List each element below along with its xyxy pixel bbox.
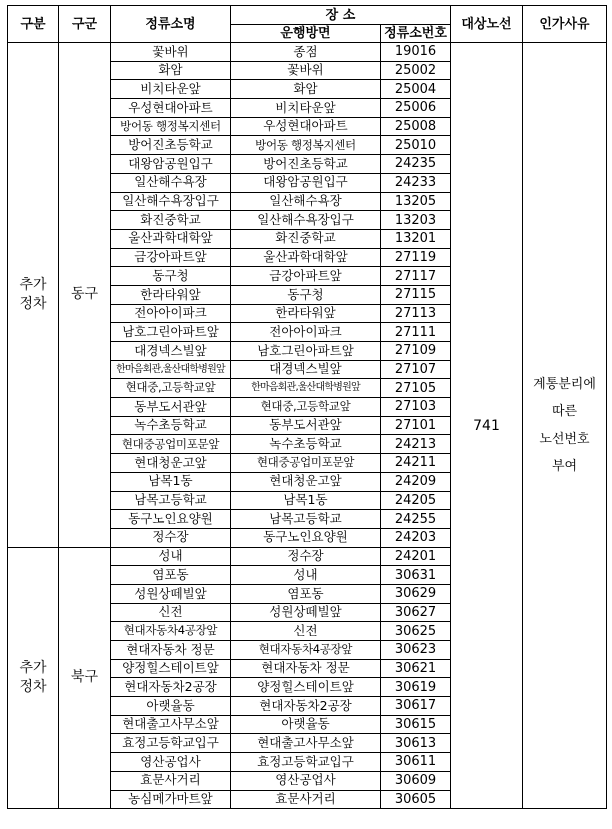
cell-direction: 전아아이파크 bbox=[231, 323, 381, 342]
cell-direction: 일산해수욕장 bbox=[231, 192, 381, 211]
cell-stop-no: 27111 bbox=[381, 323, 451, 342]
cell-direction: 방어동 행정복지센터 bbox=[231, 136, 381, 155]
cell-direction: 방어진초등학교 bbox=[231, 155, 381, 174]
table-header bbox=[8, 6, 607, 43]
cell-stop-name: 꽃바위 bbox=[111, 43, 231, 62]
cell-stop-no: 13205 bbox=[381, 192, 451, 211]
cell-direction: 한마음회관,울산대학병원앞 bbox=[231, 379, 381, 398]
route-approval-table-container bbox=[7, 5, 607, 809]
cell-stop-name: 현대청운고앞 bbox=[111, 454, 231, 473]
cell-stop-no: 25004 bbox=[381, 80, 451, 99]
cell-stop-no: 24211 bbox=[381, 454, 451, 473]
cell-stop-name: 남목1동 bbox=[111, 472, 231, 491]
cell-stop-no: 27117 bbox=[381, 267, 451, 286]
table-row bbox=[8, 43, 607, 62]
cell-stop-no: 27113 bbox=[381, 304, 451, 323]
cell-direction: 동구청 bbox=[231, 285, 381, 304]
cell-stop-name: 동부도서관앞 bbox=[111, 398, 231, 417]
header-stop-no: 정류소번호 bbox=[381, 25, 451, 43]
cell-stop-name: 동구노인요양원 bbox=[111, 510, 231, 529]
cell-direction: 동부도서관앞 bbox=[231, 416, 381, 435]
cell-gugun: 동구 bbox=[59, 43, 111, 548]
cell-stop-name: 화진중학교 bbox=[111, 211, 231, 230]
cell-stop-name: 대왕암공원입구 bbox=[111, 155, 231, 174]
cell-stop-name: 효문사거리 bbox=[111, 771, 231, 790]
cell-stop-name: 우성현대아파트 bbox=[111, 99, 231, 118]
cell-stop-name: 농심메가마트앞 bbox=[111, 790, 231, 809]
cell-stop-no: 30625 bbox=[381, 622, 451, 641]
cell-direction: 꽃바위 bbox=[231, 61, 381, 80]
cell-stop-no: 24209 bbox=[381, 472, 451, 491]
cell-stop-no: 30629 bbox=[381, 584, 451, 603]
cell-direction: 효문사거리 bbox=[231, 790, 381, 809]
cell-stop-name: 영산공업사 bbox=[111, 753, 231, 772]
cell-stop-no: 30623 bbox=[381, 641, 451, 660]
cell-direction: 현대자동차4공장앞 bbox=[231, 641, 381, 660]
cell-stop-name: 신전 bbox=[111, 603, 231, 622]
cell-stop-name: 동구청 bbox=[111, 267, 231, 286]
cell-stop-no: 24255 bbox=[381, 510, 451, 529]
header-direction: 운행방면 bbox=[231, 25, 381, 43]
cell-stop-no: 30619 bbox=[381, 678, 451, 697]
cell-stop-name: 현대자동차2공장 bbox=[111, 678, 231, 697]
cell-direction: 화진중학교 bbox=[231, 229, 381, 248]
cell-stop-name: 정수장 bbox=[111, 528, 231, 547]
cell-stop-name: 염포동 bbox=[111, 566, 231, 585]
cell-direction: 한라타워앞 bbox=[231, 304, 381, 323]
cell-stop-no: 30605 bbox=[381, 790, 451, 809]
cell-stop-no: 27103 bbox=[381, 398, 451, 417]
cell-stop-name: 금강아파트앞 bbox=[111, 248, 231, 267]
cell-stop-no: 30611 bbox=[381, 753, 451, 772]
cell-stop-no: 27107 bbox=[381, 360, 451, 379]
cell-stop-no: 24203 bbox=[381, 528, 451, 547]
cell-stop-no: 24201 bbox=[381, 547, 451, 566]
cell-direction: 우성현대아파트 bbox=[231, 117, 381, 136]
cell-stop-name: 아랫율동 bbox=[111, 697, 231, 716]
cell-stop-no: 24233 bbox=[381, 173, 451, 192]
cell-stop-name: 화암 bbox=[111, 61, 231, 80]
cell-stop-no: 27109 bbox=[381, 342, 451, 361]
cell-stop-name: 현대자동차4공장앞 bbox=[111, 622, 231, 641]
header-place: 장 소 bbox=[231, 6, 451, 25]
cell-direction: 녹수초등학교 bbox=[231, 435, 381, 454]
cell-stop-no: 19016 bbox=[381, 43, 451, 62]
cell-stop-no: 30627 bbox=[381, 603, 451, 622]
header-gugun: 구군 bbox=[59, 6, 111, 43]
cell-stop-no: 30631 bbox=[381, 566, 451, 585]
cell-direction: 현대출고사무소앞 bbox=[231, 734, 381, 753]
cell-stop-name: 남호그린아파트앞 bbox=[111, 323, 231, 342]
cell-stop-no: 30615 bbox=[381, 715, 451, 734]
cell-stop-name: 방어동 행정복지센터 bbox=[111, 117, 231, 136]
cell-stop-no: 13203 bbox=[381, 211, 451, 230]
cell-direction: 비치타운앞 bbox=[231, 99, 381, 118]
cell-stop-name: 현대중,고등학교앞 bbox=[111, 379, 231, 398]
cell-stop-no: 25006 bbox=[381, 99, 451, 118]
cell-direction: 화암 bbox=[231, 80, 381, 99]
cell-direction: 성내 bbox=[231, 566, 381, 585]
cell-direction: 성원상떼빌앞 bbox=[231, 603, 381, 622]
cell-direction: 남목1동 bbox=[231, 491, 381, 510]
cell-direction: 현대청운고앞 bbox=[231, 472, 381, 491]
cell-direction: 금강아파트앞 bbox=[231, 267, 381, 286]
cell-stop-name: 전아아이파크 bbox=[111, 304, 231, 323]
cell-direction: 현대자동차2공장 bbox=[231, 697, 381, 716]
cell-direction: 염포동 bbox=[231, 584, 381, 603]
cell-direction: 아랫율동 bbox=[231, 715, 381, 734]
cell-gubun: 추가 정차 bbox=[8, 547, 59, 809]
cell-stop-no: 25010 bbox=[381, 136, 451, 155]
cell-stop-no: 27101 bbox=[381, 416, 451, 435]
cell-direction: 현대중,고등학교앞 bbox=[231, 398, 381, 417]
cell-stop-name: 현대출고사무소앞 bbox=[111, 715, 231, 734]
table-body bbox=[8, 43, 607, 809]
cell-stop-name: 비치타운앞 bbox=[111, 80, 231, 99]
cell-stop-name: 한마음회관,울산대학병원앞 bbox=[111, 360, 231, 379]
cell-direction: 울산과학대학앞 bbox=[231, 248, 381, 267]
cell-direction: 정수장 bbox=[231, 547, 381, 566]
cell-direction: 종점 bbox=[231, 43, 381, 62]
cell-direction: 남호그린아파트앞 bbox=[231, 342, 381, 361]
cell-stop-name: 현대자동차 정문 bbox=[111, 641, 231, 660]
cell-stop-no: 24205 bbox=[381, 491, 451, 510]
cell-direction: 대경넥스빌앞 bbox=[231, 360, 381, 379]
cell-stop-no: 30621 bbox=[381, 659, 451, 678]
cell-stop-name: 양정힐스테이트앞 bbox=[111, 659, 231, 678]
cell-stop-name: 현대중공업미포문앞 bbox=[111, 435, 231, 454]
cell-direction: 일산해수욕장입구 bbox=[231, 211, 381, 230]
cell-target-route: 741 bbox=[451, 43, 523, 809]
cell-direction: 양정힐스테이트앞 bbox=[231, 678, 381, 697]
cell-stop-name: 성원상떼빌앞 bbox=[111, 584, 231, 603]
cell-direction: 대왕암공원입구 bbox=[231, 173, 381, 192]
cell-stop-no: 13201 bbox=[381, 229, 451, 248]
cell-stop-name: 한라타워앞 bbox=[111, 285, 231, 304]
cell-stop-name: 남목고등학교 bbox=[111, 491, 231, 510]
cell-stop-name: 일산해수욕장 bbox=[111, 173, 231, 192]
cell-stop-no: 30609 bbox=[381, 771, 451, 790]
cell-reason: 계통분리에 따른 노선번호 부여 bbox=[523, 43, 607, 809]
header-gubun: 구분 bbox=[8, 6, 59, 43]
route-approval-table bbox=[7, 5, 607, 809]
cell-direction: 남목고등학교 bbox=[231, 510, 381, 529]
cell-stop-name: 녹수초등학교 bbox=[111, 416, 231, 435]
header-target-route: 대상노선 bbox=[451, 6, 523, 43]
cell-direction: 동구노인요양원 bbox=[231, 528, 381, 547]
cell-stop-name: 방어진초등학교 bbox=[111, 136, 231, 155]
header-reason: 인가사유 bbox=[523, 6, 607, 43]
cell-stop-no: 24213 bbox=[381, 435, 451, 454]
cell-stop-no: 30617 bbox=[381, 697, 451, 716]
cell-stop-no: 25002 bbox=[381, 61, 451, 80]
cell-direction: 현대중공업미포문앞 bbox=[231, 454, 381, 473]
cell-stop-name: 효정고등학교입구 bbox=[111, 734, 231, 753]
cell-stop-name: 일산해수욕장입구 bbox=[111, 192, 231, 211]
cell-stop-no: 27119 bbox=[381, 248, 451, 267]
cell-direction: 현대자동차 정문 bbox=[231, 659, 381, 678]
cell-gubun: 추가 정차 bbox=[8, 43, 59, 548]
cell-stop-no: 27105 bbox=[381, 379, 451, 398]
cell-direction: 효정고등학교입구 bbox=[231, 753, 381, 772]
cell-stop-no: 27115 bbox=[381, 285, 451, 304]
cell-stop-no: 25008 bbox=[381, 117, 451, 136]
cell-stop-name: 대경넥스빌앞 bbox=[111, 342, 231, 361]
header-stop-name: 정류소명 bbox=[111, 6, 231, 43]
cell-gugun: 북구 bbox=[59, 547, 111, 809]
cell-stop-no: 24235 bbox=[381, 155, 451, 174]
cell-stop-no: 30613 bbox=[381, 734, 451, 753]
cell-stop-name: 성내 bbox=[111, 547, 231, 566]
cell-stop-name: 울산과학대학앞 bbox=[111, 229, 231, 248]
cell-direction: 신전 bbox=[231, 622, 381, 641]
cell-direction: 영산공업사 bbox=[231, 771, 381, 790]
